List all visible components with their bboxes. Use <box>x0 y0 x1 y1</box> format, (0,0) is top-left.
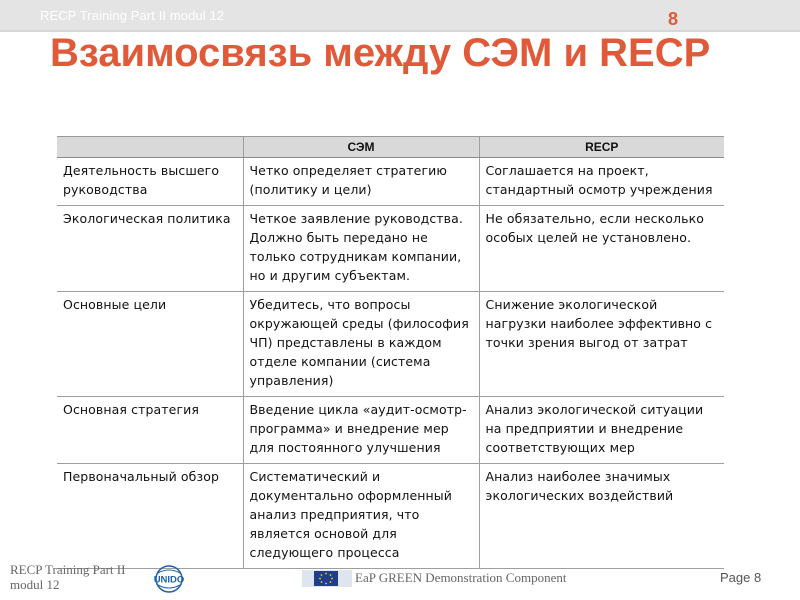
slide-number: 8 <box>668 9 679 29</box>
table-row <box>57 464 724 569</box>
slide-title: Взаимосвязь между СЭМ и RECP <box>50 31 711 75</box>
table-cell: Первоначальный обзор <box>57 464 243 569</box>
footer-component-label: EaP GREEN Demonstration Component <box>355 570 567 585</box>
comparison-table-container <box>57 136 724 570</box>
header-empty <box>57 137 243 158</box>
table-cell: Убедитесь, что вопросы окружающей среды (философия ЧП) представлены в каждом отделе компании (система управления) <box>243 292 479 397</box>
table-cell: Анализ наиболее значимых экологических воздействий <box>479 464 724 569</box>
table-cell: Четко определяет стратегию (политику и цели) <box>243 158 479 206</box>
table-cell: Основные цели <box>57 292 243 397</box>
top-bar <box>0 0 800 32</box>
table-cell: Основная стратегия <box>57 397 243 464</box>
course-label: RECP Training Part II modul 12 <box>40 8 225 23</box>
table-row <box>57 158 724 206</box>
table-row <box>57 206 724 292</box>
table-cell: Соглашается на проект, стандартный осмотр учреждения <box>479 158 724 206</box>
table-row <box>57 292 724 397</box>
eu-flag-icon <box>302 570 352 587</box>
table-row <box>57 397 724 464</box>
table-cell: Четкое заявление руководства. Должно быть передано не только сотрудникам компании, но и другим субъектам. <box>243 206 479 292</box>
table-cell: Систематический и документально оформленный анализ предприятия, что является основой для следующего процесса <box>243 464 479 569</box>
table-cell: Анализ экологической ситуации на предприятии и внедрение соответствующих мер <box>479 397 724 464</box>
comparison-table <box>57 136 724 569</box>
table-cell: Не обязательно, если несколько особых целей не установлено. <box>479 206 724 292</box>
header-sem: СЭМ <box>243 137 479 158</box>
unido-logo <box>150 564 188 594</box>
unido-logo-text: UNIDO <box>153 574 185 586</box>
table-cell: Деятельность высшего руководства <box>57 158 243 206</box>
footer-course-label: RECP Training Part II modul 12 <box>10 562 126 592</box>
table-header-row <box>57 137 724 158</box>
table-cell: Введение цикла «аудит-осмотр-программа» и внедрение мер для постоянного улучшения <box>243 397 479 464</box>
table-cell: Снижение экологической нагрузки наиболее эффективно с точки зрения выгод от затрат <box>479 292 724 397</box>
footer-page-number: Page 8 <box>720 570 762 585</box>
header-recp: RECP <box>479 137 724 158</box>
table-cell: Экологическая политика <box>57 206 243 292</box>
